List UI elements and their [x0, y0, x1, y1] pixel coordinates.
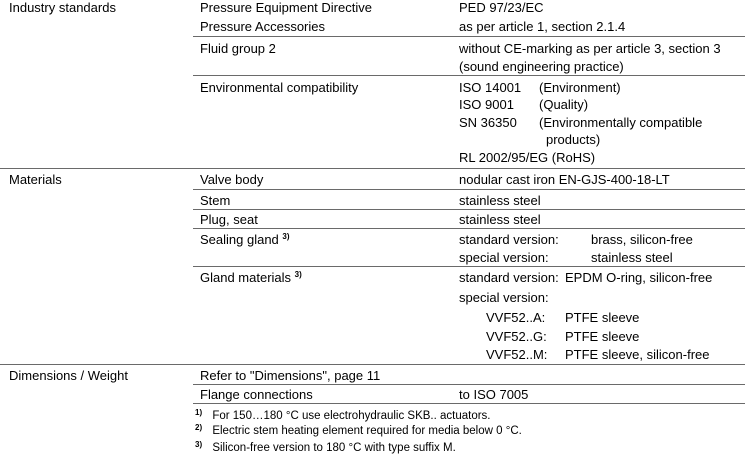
sealing-standard-label: standard version:	[459, 232, 559, 247]
footnote	[195, 441, 456, 456]
row-divider	[193, 189, 745, 190]
env-sn36350-code: SN 36350	[459, 115, 517, 130]
footnote	[195, 409, 491, 424]
plug-seat-label: Plug, seat	[200, 212, 258, 227]
gland-variant-type: VVF52..G:	[486, 329, 547, 344]
row-divider	[193, 384, 745, 385]
env-iso9001-code: ISO 9001	[459, 97, 514, 112]
sealing-special-value: stainless steel	[591, 250, 673, 265]
flange-connections-value: to ISO 7005	[459, 387, 529, 402]
pressure-accessories-label: Pressure Accessories	[200, 19, 325, 34]
footnote-mark: 2)	[195, 423, 203, 432]
gland-variant-value: PTFE sleeve	[565, 329, 640, 344]
env-sn36350-desc: (Environmentally compatible	[539, 115, 703, 130]
footnote-mark: 1)	[195, 408, 203, 417]
env-sn36350-desc-line2: products)	[546, 132, 601, 147]
env-iso14001-desc: (Environment)	[539, 80, 621, 95]
gland-variant-type: VVF52..A:	[486, 310, 546, 325]
ped-label: Pressure Equipment Directive	[200, 0, 372, 15]
sealing-gland-label: Sealing gland $^{3)}$	[200, 232, 290, 247]
valve-body-label: Valve body	[200, 172, 264, 187]
fluid-group-value-line1: without CE-marking as per article 3, section 3	[459, 41, 721, 56]
gland-variant-value: PTFE sleeve, silicon-free	[565, 347, 710, 362]
footnote-text: Electric stem heating element required for media below 0 °C.	[212, 425, 522, 437]
footnote-ref-3: 3)	[294, 270, 302, 279]
plug-seat-value: stainless steel	[459, 212, 541, 227]
dimensions-refer-text: Refer to "Dimensions", page 11	[200, 368, 381, 383]
stem-value: stainless steel	[459, 193, 541, 208]
gland-variant-value: PTFE sleeve	[565, 310, 640, 325]
row-divider	[193, 36, 745, 37]
gland-standard-label: standard version:	[459, 270, 559, 285]
row-divider	[193, 266, 745, 267]
row-divider	[193, 75, 745, 76]
footnote	[195, 424, 522, 439]
valve-body-value: nodular cast iron EN-GJS-400-18-LT	[459, 172, 670, 187]
footnote-mark: 3)	[195, 440, 203, 449]
env-iso14001-code: ISO 14001	[459, 80, 522, 95]
pressure-accessories-value: as per article 1, section 2.1.4	[459, 19, 626, 34]
environmental-compatibility-label: Environmental compatibility	[200, 80, 359, 95]
footnote-ref-3: 3)	[282, 232, 290, 241]
row-divider	[193, 228, 745, 229]
sealing-special-label: special version:	[459, 250, 549, 265]
section-label-dimensions-weight: Dimensions / Weight	[9, 368, 128, 383]
footnote-text: Silicon-free version to 180 °C with type suffix M.	[212, 442, 456, 454]
gland-variant-type: VVF52..M:	[486, 347, 548, 362]
sealing-standard-value: brass, silicon-free	[591, 232, 693, 247]
fluid-group-value-line2: (sound engineering practice)	[459, 59, 624, 74]
env-iso9001-desc: (Quality)	[539, 97, 589, 112]
row-divider	[193, 403, 745, 404]
stem-label: Stem	[200, 193, 231, 208]
fluid-group-label: Fluid group 2	[200, 41, 276, 56]
section-label-industry-standards: Industry standards	[9, 0, 116, 15]
footnote-text: For 150…180 °C use electrohydraulic SKB.. actuators.	[212, 410, 491, 422]
env-rohs-code: RL 2002/95/EG (RoHS)	[459, 150, 596, 165]
section-divider	[0, 168, 745, 169]
ped-value: PED 97/23/EC	[459, 0, 544, 15]
flange-connections-label: Flange connections	[200, 387, 313, 402]
gland-materials-label: Gland materials $^{3)}$	[200, 270, 302, 285]
section-label-materials: Materials	[9, 172, 62, 187]
gland-special-label: special version:	[459, 290, 549, 305]
row-divider	[193, 209, 745, 210]
section-divider	[0, 364, 745, 365]
gland-standard-value: EPDM O-ring, silicon-free	[565, 270, 713, 285]
